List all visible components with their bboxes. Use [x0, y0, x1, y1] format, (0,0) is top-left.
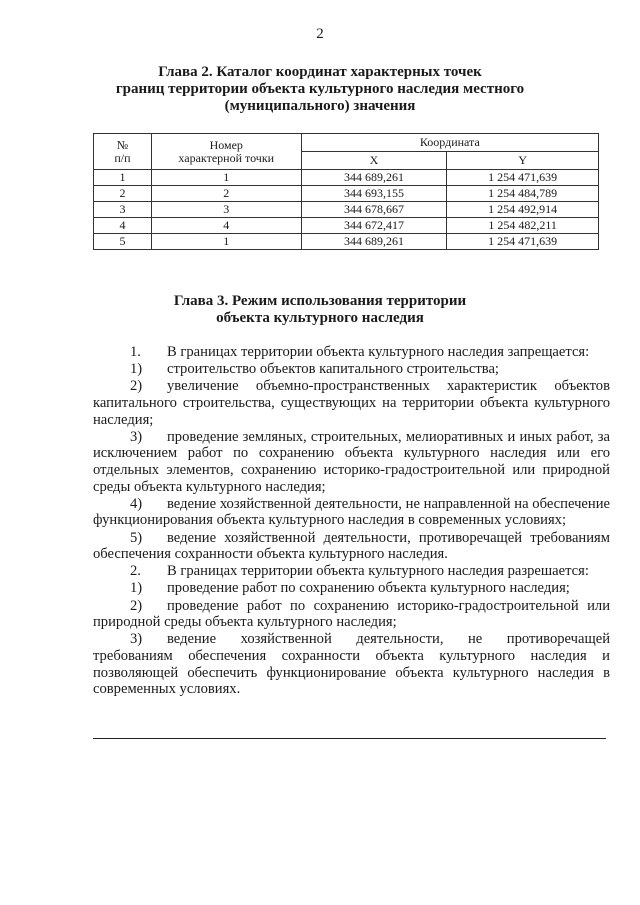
- paragraph: [93, 631, 610, 697]
- paragraph-number: 2.: [130, 563, 141, 580]
- paragraph: [93, 429, 610, 495]
- bottom-divider: [93, 738, 606, 739]
- paragraph-number: 3): [130, 631, 143, 648]
- header-x: X: [301, 152, 447, 170]
- cell-x: 344 672,417: [301, 218, 447, 234]
- cell-row-number: 4: [94, 218, 152, 234]
- cell-row-number: 1: [94, 170, 152, 186]
- header-point-number: [151, 134, 301, 170]
- chapter-2-heading-line: (муниципального) значения: [224, 98, 416, 114]
- paragraph-text: проведение земляных, строительных, мелиоративных и иных работ, за исключением работ по сохранению объекта культурного наследия или его отдельных элементов, сохранению историко-градостроительной или природной среды объекта культурного наследия;: [93, 428, 610, 495]
- table-row: [94, 202, 599, 218]
- paragraph-number: 1.: [130, 344, 141, 360]
- cell-row-number: 5: [94, 234, 152, 250]
- paragraph: [93, 530, 610, 563]
- table-row: [94, 234, 599, 250]
- cell-y: 1 254 492,914: [447, 202, 599, 218]
- paragraph-number: 1): [130, 580, 143, 597]
- paragraph-number: 2): [130, 597, 143, 614]
- paragraph: [93, 580, 610, 597]
- page-number: 2: [316, 26, 324, 42]
- paragraph-text: ведение хозяйственной деятельности, не противоречащей требованиям обеспечения сохранности объекта культурного наследия и позволяющей обеспечить функционирование объекта культурного наследия в современных условиях.: [93, 631, 610, 698]
- header-row-number: [94, 134, 152, 170]
- chapter-2-heading: [0, 64, 640, 115]
- chapter-3-heading-line: Глава 3. Режим использования территории: [173, 293, 467, 309]
- chapter-3-heading: [0, 293, 640, 327]
- paragraph-text: увеличение объемно-пространственных характеристик объектов капитального строительства, существующих на территории объекта культурного наследия;: [93, 378, 610, 428]
- cell-row-number: 3: [94, 202, 152, 218]
- header-coordinate: Координата: [301, 134, 598, 152]
- cell-point-number: 4: [151, 218, 301, 234]
- cell-y: 1 254 484,789: [447, 186, 599, 202]
- paragraph-number: 4): [130, 495, 143, 512]
- paragraph-text: В границах территории объекта культурного наследия запрещается:: [167, 344, 590, 360]
- cell-x: 344 678,667: [301, 202, 447, 218]
- paragraph: [93, 344, 610, 361]
- table-row: [94, 170, 599, 186]
- chapter-3-heading-line: объекта культурного наследия: [216, 310, 424, 326]
- chapter-2-heading-line: границ территории объекта культурного наследия местного: [115, 81, 525, 97]
- chapter-2-heading-line: Глава 2. Каталог координат характерных точек: [158, 64, 482, 80]
- cell-x: 344 689,261: [301, 234, 447, 250]
- paragraph-number: 3): [130, 428, 143, 445]
- paragraph-text: проведение работ по сохранению объекта культурного наследия;: [167, 580, 570, 597]
- cell-point-number: 1: [151, 170, 301, 186]
- cell-point-number: 1: [151, 234, 301, 250]
- cell-x: 344 693,155: [301, 186, 447, 202]
- chapter-3-body: [93, 344, 610, 698]
- header-point-line: характерной точки: [178, 150, 275, 165]
- header-point-line: Номер: [209, 137, 243, 152]
- cell-x: 344 689,261: [301, 170, 447, 186]
- paragraph-text: строительство объектов капитального строительства;: [167, 361, 499, 378]
- paragraph-text: ведение хозяйственной деятельности, не направленной на обеспечение функционирования объекта культурного наследия в современных условиях;: [93, 495, 610, 529]
- header-no-line: п/п: [114, 150, 131, 165]
- cell-y: 1 254 471,639: [447, 170, 599, 186]
- paragraph-number: 5): [130, 529, 143, 546]
- paragraph-text: В границах территории объекта культурного наследия разрешается:: [167, 563, 589, 580]
- table-row: [94, 218, 599, 234]
- paragraph: [93, 378, 610, 428]
- coordinates-table: [93, 133, 599, 250]
- paragraph-text: ведение хозяйственной деятельности, противоречащей требованиям обеспечения сохранности объекта культурного наследия.: [93, 529, 610, 563]
- paragraph-text: проведение работ по сохранению историко-градостроительной или природной среды объекта культурного наследия;: [93, 597, 610, 631]
- cell-row-number: 2: [94, 186, 152, 202]
- cell-point-number: 3: [151, 202, 301, 218]
- paragraph: [93, 496, 610, 529]
- header-no-line: №: [116, 137, 129, 152]
- paragraph-number: 1): [130, 361, 143, 378]
- header-y: Y: [447, 152, 599, 170]
- cell-y: 1 254 471,639: [447, 234, 599, 250]
- paragraph-number: 2): [130, 378, 143, 395]
- paragraph: [93, 361, 610, 378]
- table-row: [94, 186, 599, 202]
- cell-y: 1 254 482,211: [447, 218, 599, 234]
- paragraph: [93, 598, 610, 631]
- cell-point-number: 2: [151, 186, 301, 202]
- paragraph: [93, 563, 610, 580]
